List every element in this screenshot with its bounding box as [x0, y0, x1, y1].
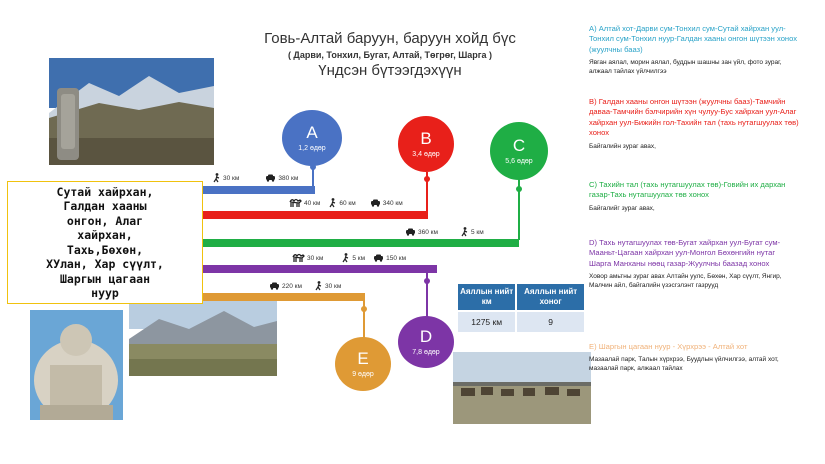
route-c-dot [516, 186, 522, 192]
walk-icon [460, 227, 469, 237]
description-e [589, 342, 799, 373]
title-products: Үндсэн бүтээгдэхүүн [318, 62, 462, 79]
car-icon [269, 282, 280, 290]
description-c [589, 180, 799, 213]
description-c-heading: C) Тахийн тал (тахь нутагшуулах төв)-Говийн их дархан газар-Тахь нутагшуулах төв хонох [589, 180, 786, 200]
route-a-letter: A [306, 123, 318, 142]
route-c-segments [405, 227, 484, 237]
route-a-bar [203, 186, 315, 194]
description-d-activities: Ховор амьтны зураг авах Алтайн уулс, Бөхөн, Хар сүүлт, Янгир, Малчин айл, байгалийн үзэсгэлэнт газрууд [589, 273, 782, 290]
summary-total-days-value: 9 [516, 311, 585, 333]
description-d-heading: D) Тахь нутагшуулах төв-Бугат хайрхан уул-Бугат сум-Мааньт-Цагаан хайрхан уул-Монгол Бөхөнгийн нутаг Шарга Манханы нөөц газар-Жуулчны баазад хонох [589, 238, 781, 268]
description-b-activities: Байгалийн зураг авах, [589, 142, 656, 150]
route-c-letter: C [512, 136, 526, 155]
description-a [589, 24, 799, 76]
route-e-dot [361, 306, 367, 312]
description-e-activities: Мазаалай парк, Талын хүрхрээ, Буудлын үйлчилгээ, алтай хот, мазаалай парк, алжаал тайлах [589, 356, 779, 373]
route-b-circle [398, 116, 454, 172]
attractions-list: Сутай хайрхан, Галдан хааны онгон, Алаг хайрхан, Тахь,Бөхөн, ХУлан, Хар сүүлт, Шаргын цагаан нуур [46, 184, 164, 300]
route-b-letter: B [420, 129, 432, 148]
car-icon [370, 199, 381, 207]
route-d-circle [398, 316, 454, 368]
route-d-dot [424, 278, 430, 284]
route-e-days: 9 өдөр [352, 371, 374, 378]
camel-icon [291, 253, 305, 263]
route-e-walk-distance: 30 км [324, 282, 342, 290]
summary-total-days-header: Аяллын нийт хоног [516, 283, 585, 311]
route-a-days: 1,2 өдөр [298, 145, 326, 152]
route-e-letter: E [357, 349, 369, 368]
walk-icon [314, 281, 323, 291]
camels-photo [453, 352, 591, 424]
route-d-camel-distance: 30 км [307, 254, 324, 262]
route-a-segments [212, 173, 298, 183]
summary-total-km-header: Аяллын нийт км [457, 283, 516, 311]
attractions-box [7, 181, 203, 304]
route-a-circle [282, 110, 342, 166]
walk-icon [341, 253, 350, 263]
description-a-activities: Явган аялал, морин аялал, буддын шашны зан үйл, фото зураг, алжаал тайлах үйлчилгээ [589, 59, 782, 76]
route-b-segments [288, 198, 403, 208]
summary-total-km-value: 1275 км [457, 311, 516, 333]
route-c-car-distance: 360 км [418, 228, 438, 236]
route-d-bar [203, 265, 437, 273]
route-d-letter: D [419, 327, 433, 346]
route-c-walk-distance: 5 км [470, 228, 484, 236]
route-e-car-distance: 220 км [282, 282, 302, 290]
route-b-bar [203, 211, 428, 219]
route-b-walk-distance: 60 км [339, 199, 356, 207]
route-c-circle [490, 122, 548, 180]
car-icon [265, 174, 276, 182]
car-icon [405, 228, 416, 236]
route-a-walk-distance: 30 км [223, 174, 240, 182]
description-c-activities: Байгалийг зураг авах, [589, 204, 655, 212]
description-d [589, 238, 799, 290]
description-e-heading: E) Шаргын цагаан нуур - Хүрхрээ - Алтай хот [589, 342, 748, 351]
route-b-dot [424, 176, 430, 182]
walk-icon [328, 198, 337, 208]
description-a-heading: A) Алтай хот-Дарви сум-Тонхил сум-Сутай хайрхан уул-Тонхил сум-Тонхил нуур-Галдан хааны онгон шүтээн хонох (жуулчны бааз) [589, 24, 798, 54]
walk-icon [212, 173, 221, 183]
route-a-car-distance: 380 км [278, 174, 299, 182]
route-e-circle [335, 337, 391, 391]
description-b-heading: B) Галдан хааны онгон шүтээн (жуулчны бааз)-Тамчийн даваа-Тамчийн бэлчирийн хүн чулуу-Бус хайрхан уул-Алаг хайрхан уул-Бижийн гол-Тахийн тал (тахь нутагшуулах төв) хонох [589, 97, 799, 138]
mountain-photo [49, 58, 214, 165]
page-title [240, 30, 540, 80]
statue-photo [30, 310, 123, 420]
route-d-walk-distance: 5 км [352, 254, 366, 262]
steppe-photo [129, 299, 277, 376]
route-b-camel-distance: 40 км [304, 199, 321, 207]
camel-icon [288, 198, 302, 208]
description-b [589, 97, 799, 151]
summary-table [456, 282, 586, 334]
route-d-days: 7,8 өдөр [412, 349, 440, 356]
car-icon [373, 254, 384, 262]
title-region: Говь-Алтай баруун, баруун хойд бүс [264, 30, 516, 47]
route-b-car-distance: 340 км [382, 199, 403, 207]
route-d-car-distance: 150 км [386, 254, 407, 262]
route-e-bar [203, 293, 365, 301]
route-c-bar [203, 239, 519, 247]
route-e-segments [269, 281, 341, 291]
route-b-days: 3,4 өдөр [412, 151, 440, 158]
route-d-segments [291, 253, 406, 263]
title-districts: ( Дарви, Тонхил, Бугат, Алтай, Төгрөг, Шарга ) [287, 50, 493, 60]
route-c-days: 5,6 өдөр [505, 158, 533, 165]
